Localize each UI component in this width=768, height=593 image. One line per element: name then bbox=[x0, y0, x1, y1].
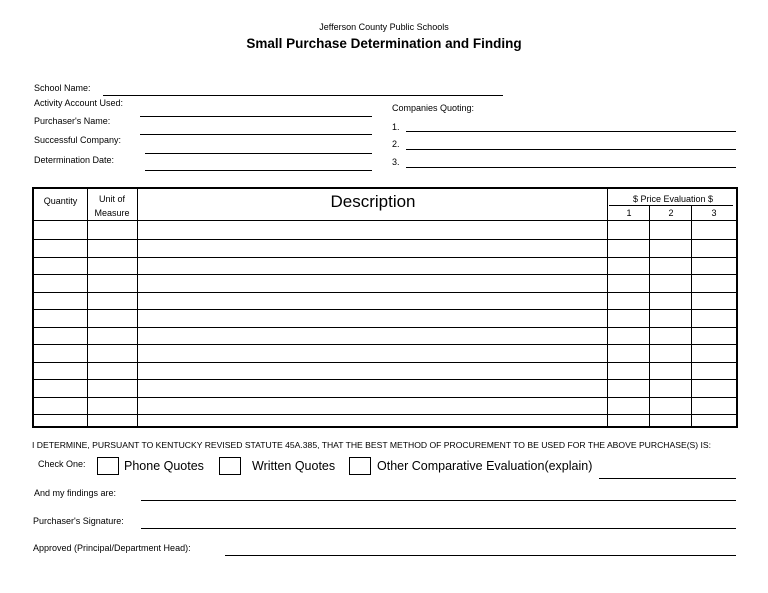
price-col-3: 3 bbox=[711, 208, 717, 218]
column-divider bbox=[607, 189, 608, 426]
table-row bbox=[34, 327, 736, 328]
company-number-3: 3. bbox=[392, 157, 400, 167]
price-col-1: 1 bbox=[626, 208, 632, 218]
successful-company-label: Successful Company: bbox=[34, 135, 122, 145]
company-number-2: 2. bbox=[392, 139, 400, 149]
table-row bbox=[34, 274, 736, 275]
explain-field[interactable] bbox=[599, 478, 736, 479]
company-3-field[interactable] bbox=[406, 167, 736, 168]
school-name-field[interactable] bbox=[103, 95, 503, 96]
table-row bbox=[34, 309, 736, 310]
form-title: Small Purchase Determination and Finding bbox=[246, 36, 522, 51]
price-header-divider bbox=[609, 205, 733, 206]
determination-date-field[interactable] bbox=[145, 170, 372, 171]
written-quotes-checkbox[interactable] bbox=[219, 457, 241, 475]
unit-header-line1: Unit of bbox=[98, 194, 125, 204]
description-header: Description bbox=[330, 192, 416, 211]
written-quotes-label: Written Quotes bbox=[252, 459, 336, 473]
approved-label: Approved (Principal/Department Head): bbox=[33, 543, 191, 553]
phone-quotes-checkbox[interactable] bbox=[97, 457, 119, 475]
company-2-field[interactable] bbox=[406, 149, 736, 150]
check-one-label: Check One: bbox=[38, 459, 86, 469]
table-row bbox=[34, 344, 736, 345]
column-divider bbox=[137, 189, 138, 426]
other-evaluation-label: Other Comparative Evaluation(explain) bbox=[377, 459, 593, 473]
school-name-label: School Name: bbox=[34, 83, 91, 93]
unit-header-line2: Measure bbox=[94, 208, 130, 218]
table-row bbox=[34, 239, 736, 240]
company-number-1: 1. bbox=[392, 122, 400, 132]
table-row bbox=[34, 379, 736, 380]
approved-field[interactable] bbox=[225, 555, 736, 556]
other-evaluation-checkbox[interactable] bbox=[349, 457, 371, 475]
determination-statement: I DETERMINE, PURSUANT TO KENTUCKY REVISED STATUTE 45A.385, THAT THE BEST METHOD OF PROCUREMENT TO BE USED FOR THE ABOVE PURCHASE(S) IS: bbox=[32, 440, 712, 450]
companies-quoting-label: Companies Quoting: bbox=[392, 103, 475, 113]
purchaser-name-label: Purchaser's Name: bbox=[34, 116, 111, 126]
price-col-2: 2 bbox=[668, 208, 674, 218]
column-divider bbox=[87, 189, 88, 426]
items-table bbox=[32, 187, 738, 428]
signature-label: Purchaser's Signature: bbox=[33, 516, 124, 526]
company-1-field[interactable] bbox=[406, 131, 736, 132]
activity-account-field[interactable] bbox=[140, 116, 372, 117]
quantity-header: Quantity bbox=[43, 196, 78, 206]
price-evaluation-header: $ Price Evaluation $ bbox=[632, 194, 714, 204]
findings-field[interactable] bbox=[141, 500, 736, 501]
organization-name: Jefferson County Public Schools bbox=[319, 22, 449, 32]
table-row bbox=[34, 397, 736, 398]
activity-account-label: Activity Account Used: bbox=[34, 98, 124, 108]
table-row bbox=[34, 414, 736, 415]
table-row bbox=[34, 292, 736, 293]
findings-label: And my findings are: bbox=[34, 488, 117, 498]
phone-quotes-label: Phone Quotes bbox=[124, 459, 204, 473]
determination-date-label: Determination Date: bbox=[34, 155, 115, 165]
signature-field[interactable] bbox=[141, 528, 736, 529]
successful-company-field[interactable] bbox=[145, 153, 372, 154]
purchaser-name-field[interactable] bbox=[140, 134, 372, 135]
table-row bbox=[34, 220, 736, 221]
table-row bbox=[34, 257, 736, 258]
table-row bbox=[34, 362, 736, 363]
